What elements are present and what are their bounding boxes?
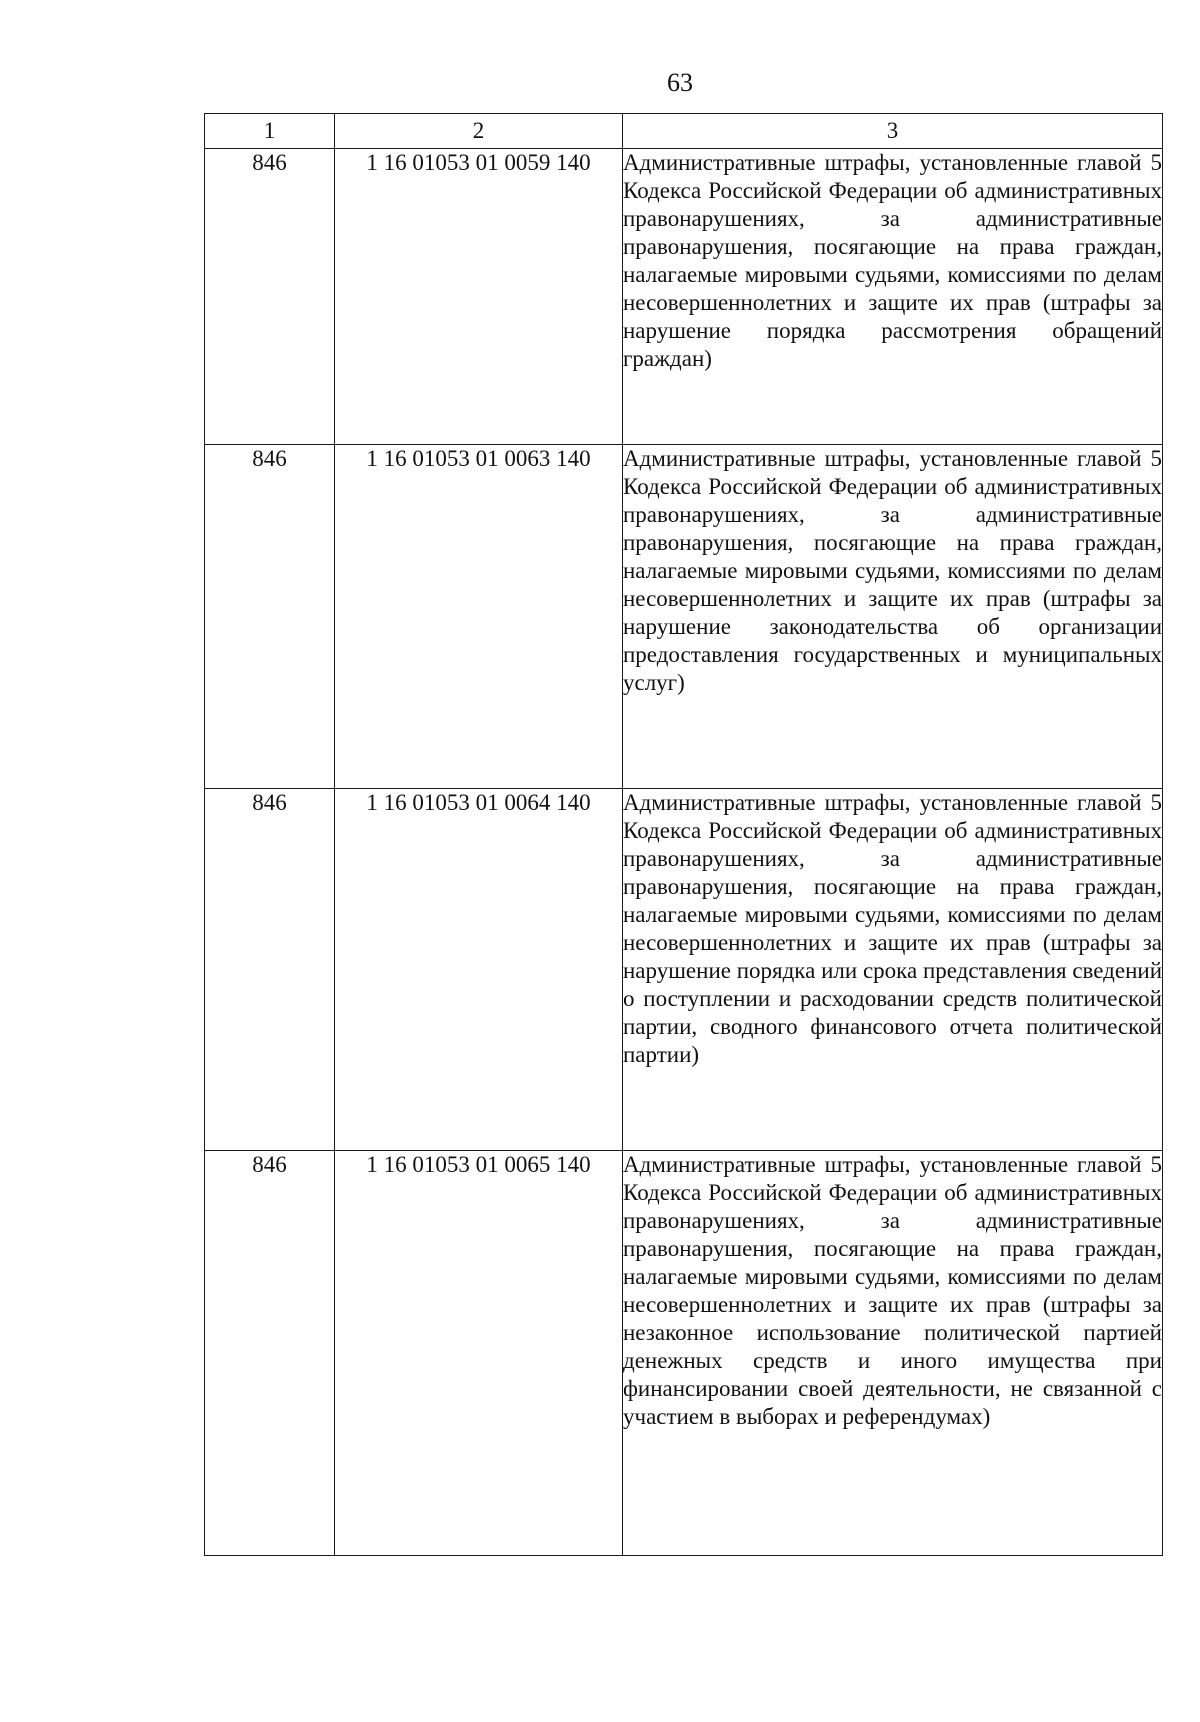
description-cell: Административные штрафы, установленные главой 5 Кодекса Российской Федерации об административных правонарушениях, за административные правонарушения, посягающие на права граждан, налагаемые мировыми судьями, комиссиями по делам несовершеннолетних и защите их прав (штрафы за нарушение порядка рассмотрения обращений граждан) <box>623 149 1163 445</box>
admin-code-cell: 846 <box>205 445 335 789</box>
table-header-row <box>205 114 1163 149</box>
column-header-1: 1 <box>205 114 335 149</box>
admin-code-cell: 846 <box>205 1151 335 1556</box>
budget-code-cell: 1 16 01053 01 0064 140 <box>335 789 623 1151</box>
description-cell: Административные штрафы, установленные главой 5 Кодекса Российской Федерации об административных правонарушениях, за административные правонарушения, посягающие на права граждан, налагаемые мировыми судьями, комиссиями по делам несовершеннолетних и защите их прав (штрафы за незаконное использование политической партией денежных средств и иного имущества при финансировании своей деятельности, не связанной с участием в выборах и референдумах) <box>623 1151 1163 1556</box>
table-row <box>205 149 1163 445</box>
budget-code-cell: 1 16 01053 01 0065 140 <box>335 1151 623 1556</box>
column-header-3: 3 <box>623 114 1163 149</box>
description-cell: Административные штрафы, установленные главой 5 Кодекса Российской Федерации об административных правонарушениях, за административные правонарушения, посягающие на права граждан, налагаемые мировыми судьями, комиссиями по делам несовершеннолетних и защите их прав (штрафы за нарушение порядка или срока представления сведений о поступлении и расходовании средств политической партии, сводного финансового отчета политической партии) <box>623 789 1163 1151</box>
table-row <box>205 789 1163 1151</box>
budget-code-cell: 1 16 01053 01 0059 140 <box>335 149 623 445</box>
description-cell: Административные штрафы, установленные главой 5 Кодекса Российской Федерации об административных правонарушениях, за административные правонарушения, посягающие на права граждан, налагаемые мировыми судьями, комиссиями по делам несовершеннолетних и защите их прав (штрафы за нарушение законодательства об организации предоставления государственных и муниципальных услуг) <box>623 445 1163 789</box>
admin-code-cell: 846 <box>205 149 335 445</box>
table-row <box>205 445 1163 789</box>
column-header-2: 2 <box>335 114 623 149</box>
table-row <box>205 1151 1163 1556</box>
page-number: 63 <box>667 68 693 97</box>
budget-codes-table <box>204 113 1163 1556</box>
budget-code-cell: 1 16 01053 01 0063 140 <box>335 445 623 789</box>
admin-code-cell: 846 <box>205 789 335 1151</box>
